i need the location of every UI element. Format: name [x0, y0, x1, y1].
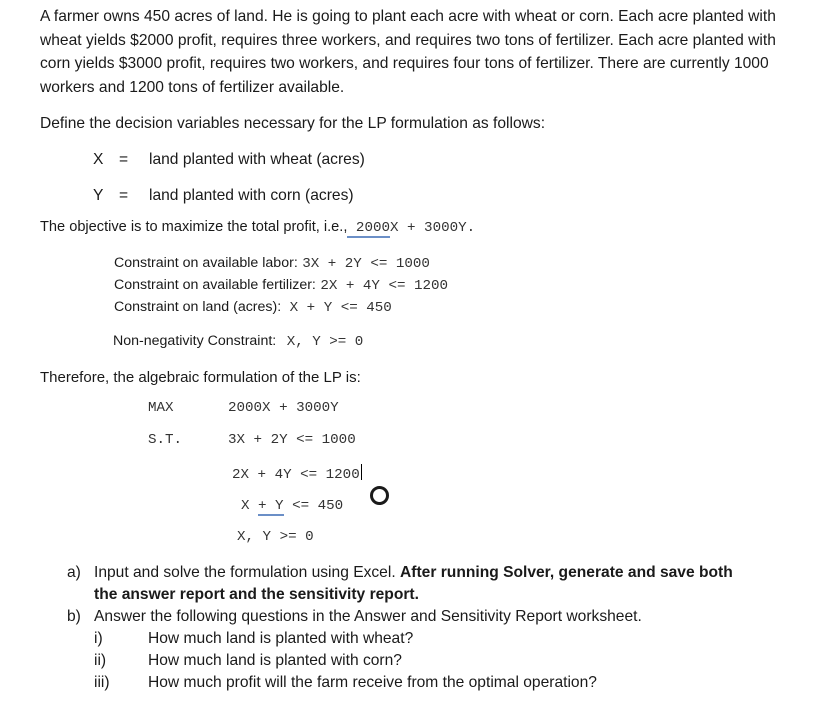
var-y-eq: = [119, 187, 129, 204]
var-x-eq: = [119, 151, 129, 168]
nonneg-label: Non-negativity Constraint: [113, 333, 277, 349]
max-expr: 2000X + 3000Y [228, 400, 339, 416]
formulation-c3-rhs: <= 450 [283, 498, 344, 514]
question-b-text: Answer the following questions in the Answer and Sensitivity Report worksheet. [94, 608, 642, 625]
var-y-desc: land planted with corn (acres) [149, 187, 354, 204]
question-b-marker: b) [67, 608, 81, 625]
subquestion-marker: iii) [94, 674, 110, 691]
formulation-c4: X, Y >= 0 [237, 529, 314, 545]
question-a-line1 [94, 561, 733, 585]
objective-prefix: The objective is to maximize the total profit, i.e., [40, 219, 348, 235]
constraint-label: Constraint on available fertilizer: [114, 277, 316, 293]
nonneg-line [113, 332, 363, 350]
constraint-label: Constraint on available labor: [114, 255, 298, 271]
subquestion-marker: i) [94, 630, 103, 647]
mouse-pointer-circle-icon [370, 486, 389, 505]
formulation-c2-line [232, 464, 362, 483]
question-a-bold-2: the answer report and the sensitivity report. [94, 586, 419, 603]
constraint-labor [114, 254, 430, 272]
question-a-bold-1: After running Solver, generate and save both [400, 564, 733, 581]
formulation-c3-x: X [241, 498, 259, 514]
st-keyword: S.T. [148, 432, 183, 448]
formulation-c3-line [241, 496, 343, 514]
subquestion-text: How much profit will the farm receive from the optimal operation? [148, 674, 597, 691]
var-x-symbol: X [93, 151, 104, 168]
nonneg-expr: X, Y >= 0 [286, 334, 364, 350]
constraint-expr: 2X + 4Y <= 1200 [320, 278, 449, 294]
objective-expr-underlined: 2000 [347, 220, 390, 236]
constraint-label: Constraint on land (acres): [114, 299, 282, 315]
constraint-fertilizer [114, 276, 448, 294]
objective-expr: X + 3000Y. [390, 220, 476, 236]
question-a-marker: a) [67, 564, 81, 581]
constraint-expr: 3X + 2Y <= 1000 [302, 256, 430, 272]
formulation-c3-plus-y: + Y [258, 498, 284, 514]
subquestion-text: How much land is planted with wheat? [148, 630, 414, 647]
max-keyword: MAX [148, 400, 174, 416]
text-cursor [361, 464, 362, 480]
var-x-desc: land planted with wheat (acres) [149, 151, 365, 168]
objective-line [40, 218, 475, 236]
constraint-expr: X + Y <= 450 [289, 300, 392, 316]
subquestion-marker: ii) [94, 652, 107, 669]
problem-intro: A farmer owns 450 acres of land. He is going to plant each acre with wheat or corn. Each acre planted with wheat yields $2000 profit, requires three workers, and requires two tons of fertilizer. Each acre planted with corn yields $3000 profit, requires two workers, and requires four tons of fertilizer. There are currently 1000 workers and 1200 tons of fertilizer available. [40, 8, 776, 96]
formulation-c1: 3X + 2Y <= 1000 [228, 432, 356, 448]
define-text: Define the decision variables necessary for the LP formulation as follows: [40, 115, 546, 132]
constraint-land [114, 298, 392, 316]
formulation-c2: 2X + 4Y <= 1200 [232, 467, 360, 483]
therefore-text: Therefore, the algebraic formulation of the LP is: [40, 369, 361, 386]
subquestion-text: How much land is planted with corn? [148, 652, 402, 669]
var-y-symbol: Y [93, 187, 104, 204]
question-a-text: Input and solve the formulation using Excel. [94, 564, 400, 581]
